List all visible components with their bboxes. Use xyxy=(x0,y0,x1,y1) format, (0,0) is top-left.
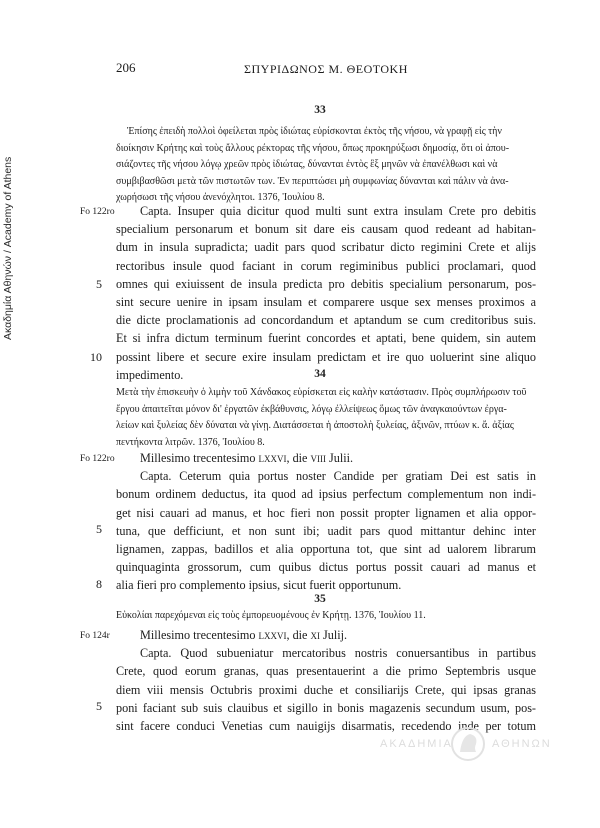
text-line: alia fieri pro complemento ipsius, sicut fuerit opportunum. xyxy=(116,578,402,593)
line-number: 8 xyxy=(96,577,102,591)
text-line: poni faciant sub suis clauibus et sigillo in bonis magazenis secundum usum, pos- xyxy=(116,700,536,715)
summary-line: Μετὰ τὴν ἐπισκευὴν ὁ λιμὴν τοῦ Χάνδακος εὑρίσκεται εἰς καλὴν κατάστασιν. Πρὸς συμπλήρωσιν τοῦ xyxy=(116,387,527,398)
folio-reference: Fo 122ro xyxy=(80,454,115,464)
text-line: sint secure uenire in ipsam insulam et comparere usque sex menses proximos a xyxy=(116,294,536,309)
document-text xyxy=(116,626,536,735)
roman-numeral: xi xyxy=(310,628,320,642)
text-line: tuna, que defficiunt, et non sunt ibi; uadit pars quod mittantur dehinc inter xyxy=(116,523,536,538)
summary-line: ἔργου ἀπαιτεῖται μόνον δι' ἐργατῶν ἐκβάθυνσις, λόγῳ ἐλλείψεως ὅμως τῶν ἀναγκαιούντων ἐργα- xyxy=(116,403,507,415)
folio-reference: Fo 122ro xyxy=(80,207,115,217)
text-line: diem viii mensis Octubris proximi duche et consiliarijs Crete, qui ipsas granas xyxy=(116,682,536,697)
summary-line: χωρήσωσι τῆς νήσου ἀνενόχλητοι. 1376, Ἰουλίου 8. xyxy=(116,192,325,203)
text-line: sint facere conduci Venetias cum nauigijs disarmatis, recedendo inde per totum xyxy=(116,718,536,733)
document-number: 35 xyxy=(314,593,326,605)
text-line: rectoribus insule quod faciant in corum regiminibus publici proclamari, quod xyxy=(116,258,536,273)
text-line: get nisi cauari ad manus, et hoc fieri non possit propter lignamen et alia oppor- xyxy=(116,505,536,520)
text-line: omnes qui exiuissent de insula predicta pro debitis specialium personarum, pos- xyxy=(116,276,536,291)
document-text xyxy=(116,449,536,595)
watermark-text: ΑΘΗΝΩΝ xyxy=(492,738,552,750)
line-number: 10 xyxy=(90,350,102,364)
athena-head-icon xyxy=(450,726,486,762)
text-line: Capta. Ceterum quia portus noster Candide per gratiam Dei est satis in xyxy=(140,469,536,484)
page-header xyxy=(116,60,536,80)
text-line: impedimento. xyxy=(116,367,184,382)
line-number: 5 xyxy=(96,277,102,291)
summary-line: συμβιβασθῶσι μετὰ τῶν πιστωτῶν των. Ἐν περιπτώσει μὴ συμφωνίας δύνανται καὶ πάλιν νὰ ἀνα- xyxy=(116,175,509,187)
line-number: 5 xyxy=(96,522,102,536)
summary-line: Εὐκολίαι παρεχόμεναι εἰς τοὺς ἐμπορευομένους ἐν Κρήτῃ. 1376, Ἰουλίου 11. xyxy=(116,610,426,621)
roman-numeral: lxxvi xyxy=(258,628,287,642)
text-line: bonum ordinem deductus, ita quod ad ipsius perfectum complementum non indi- xyxy=(116,487,536,502)
document-number: 34 xyxy=(314,368,326,380)
document-summary xyxy=(116,385,536,451)
academy-watermark xyxy=(380,726,560,762)
summary-line: λείων καὶ ξυλείας δὲν δύναται νὰ γίνῃ. Διατάσσεται ἡ ἀποστολὴ ξυλείας, ἀξινῶν, πτύων κ. ἄ. ἀξίας xyxy=(116,420,514,431)
summary-line: διοίκησιν Κρήτης καὶ τοὺς ἄλλους ρέκτορας τῆς νήσου, ὅπως προκηρύξωσι δημοσίᾳ, ὅτι οἱ ἀπου- xyxy=(116,142,510,154)
roman-numeral: viii xyxy=(310,451,326,465)
text-line: specialium personarum et bonum sit dare eis causam quod redeant ad habitan- xyxy=(116,222,536,237)
watermark-text: ΑΚΑΔΗΜΙΑ xyxy=(380,738,453,750)
document-summary xyxy=(116,608,536,625)
text-line: Capta. Quod subueniatur mercatoribus nostris conuersantibus in partibus xyxy=(140,646,536,661)
summary-line: πεντήκοντα λιτρῶν. 1376, Ἰουλίου 8. xyxy=(116,436,265,448)
text-line: dum in insula supradicta; uadit pars quod scribatur dicto regimini Crete et alijs xyxy=(116,240,536,255)
running-head: ΣΠΥΡΙΔΩΝΟΣ Μ. ΘΕΟΤΟΚΗ xyxy=(244,62,408,76)
summary-line: σιάζοντες τῆς νήσου λόγῳ χρεῶν πρὸς ἰδιώτας, δύνανται ἐντὸς ἓξ μηνῶν νὰ ἐπανέλθωσι καὶ νὰ xyxy=(116,159,498,170)
document-text xyxy=(116,202,536,384)
document-number: 33 xyxy=(314,104,326,116)
text-line: Crete, quod eorum granas, quas presentauerint a die primo Septembris usque xyxy=(116,664,536,679)
folio-reference: Fo 124r xyxy=(80,631,110,641)
document-summary xyxy=(116,124,536,207)
text-line: Et si infra dictum terminum fuerint concordes et aptati, bene quidem, sin autem xyxy=(116,331,536,346)
text-line: Capta. Insuper quia dicitur quod multi sunt extra insulam Crete pro debitis xyxy=(140,204,536,218)
text-line: lignamen, zappas, badillos et alia opportuna tot, que sint ad ualorem librarum xyxy=(116,541,536,556)
archive-side-label: Ακαδημία Αθηνών / Academy of Athens xyxy=(2,156,14,340)
text-line: quinquaginta grossorum, cum quibus dictus portus possit cauari ad manus et xyxy=(116,560,536,575)
date-line: Millesimo trecentesimo lxxvi, die viii Julii. xyxy=(140,451,354,465)
page-number: 206 xyxy=(116,60,136,75)
line-number: 5 xyxy=(96,699,102,713)
date-line: Millesimo trecentesimo lxxvi, die xi Julij. xyxy=(140,628,348,642)
text-line: possint libere et secure exire insulam predictam et ire quo uoluerint sine aliquo xyxy=(116,349,536,364)
summary-line: Ἐπίσης ἐπειδὴ πολλοὶ ὀφείλεται πρὸς ἰδιώτας εὑρίσκονται ἐκτὸς τῆς νήσου, νὰ γραφῇ εἰς τὴν xyxy=(127,126,502,137)
roman-numeral: lxxvi xyxy=(258,451,287,465)
text-line: die dicte proclamationis ad concordandum et aptandum se cum creditoribus suis. xyxy=(116,313,536,328)
